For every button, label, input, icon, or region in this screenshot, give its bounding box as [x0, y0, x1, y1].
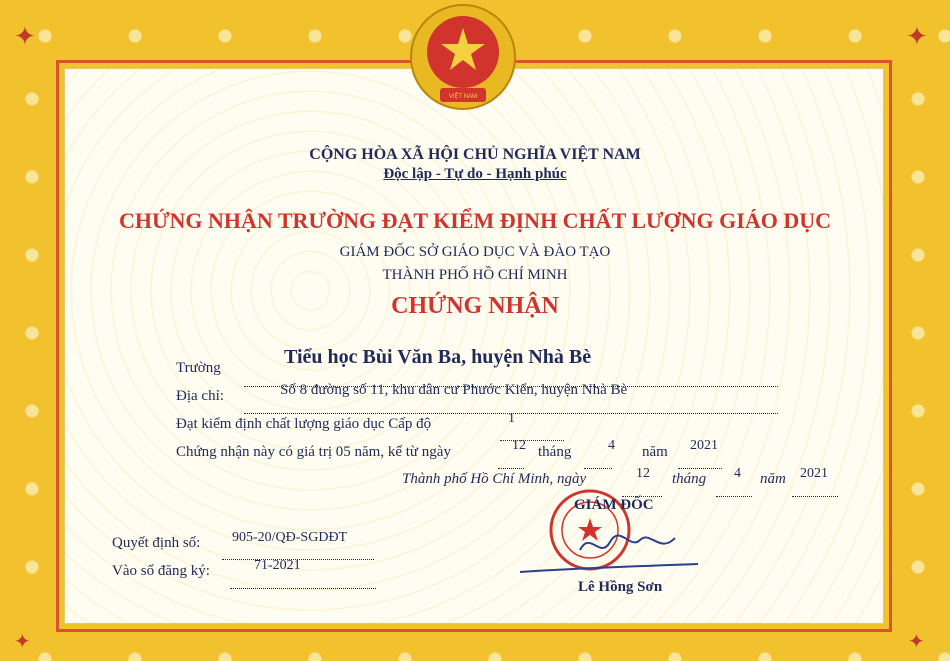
level-label: Đạt kiểm định chất lượng giáo dục Cấp độ	[176, 416, 432, 432]
flower-motif-icon: ✦	[14, 22, 36, 51]
decision-label: Quyết định số:	[112, 535, 201, 551]
address-value: Số 8 đường số 11, khu dân cư Phước Kiển, huyện Nhà Bè	[280, 382, 628, 398]
register-dots	[230, 576, 376, 594]
validity-day: 12	[512, 438, 526, 453]
validity-year-label: năm	[642, 444, 668, 460]
signature-title: GIÁM ĐỐC	[574, 497, 654, 513]
level-value: 1	[508, 411, 515, 426]
school-name: Tiểu học Bùi Văn Ba, huyện Nhà Bè	[284, 346, 592, 368]
validity-month-dots	[584, 456, 612, 474]
date-month: 4	[734, 466, 741, 481]
validity-label: Chứng nhận này có giá trị 05 năm, kể từ ngày	[176, 444, 451, 460]
flower-motif-icon: ✦	[14, 631, 31, 653]
date-year-label: năm	[760, 471, 786, 487]
date-year-dots	[792, 484, 838, 502]
decorative-border-bottom	[0, 633, 950, 661]
issuer-line-2: THÀNH PHỐ HỒ CHÍ MINH	[382, 267, 568, 283]
flower-motif-icon: ✦	[908, 631, 925, 653]
date-month-dots	[716, 484, 752, 502]
issuer-line-1: GIÁM ĐỐC SỞ GIÁO DỤC VÀ ĐÀO TẠO	[339, 244, 611, 260]
certificate-title: CHỨNG NHẬN TRƯỜNG ĐẠT KIỂM ĐỊNH CHẤT LƯỢNG GIÁO DỤC	[119, 208, 831, 233]
handwritten-signature-icon	[520, 520, 700, 580]
national-motto: Độc lập - Tự do - Hạnh phúc	[383, 166, 567, 182]
signer-name: Lê Hồng Sơn	[578, 579, 663, 595]
emblem-text: VIỆT NAM	[448, 94, 478, 100]
national-emblem-icon	[408, 2, 518, 112]
validity-year: 2021	[690, 438, 718, 453]
flower-motif-icon: ✦	[906, 22, 928, 51]
decision-number: 905-20/QĐ-SGDĐT	[232, 530, 348, 545]
register-label: Vào sổ đăng ký:	[112, 563, 210, 579]
certificate-heading: CHỨNG NHẬN	[391, 293, 559, 319]
school-label: Trường	[176, 360, 221, 376]
date-year: 2021	[800, 466, 828, 481]
place-date-prefix: Thành phố Hồ Chí Minh, ngày	[402, 471, 587, 487]
country-name: CỘNG HÒA XÃ HỘI CHỦ NGHĨA VIỆT NAM	[309, 146, 641, 163]
validity-month: 4	[608, 438, 615, 453]
date-day: 12	[636, 466, 650, 481]
register-number: 71-2021	[254, 558, 301, 573]
address-label: Địa chỉ:	[176, 388, 224, 404]
date-month-label: tháng	[672, 471, 707, 487]
validity-month-label: tháng	[538, 444, 572, 460]
